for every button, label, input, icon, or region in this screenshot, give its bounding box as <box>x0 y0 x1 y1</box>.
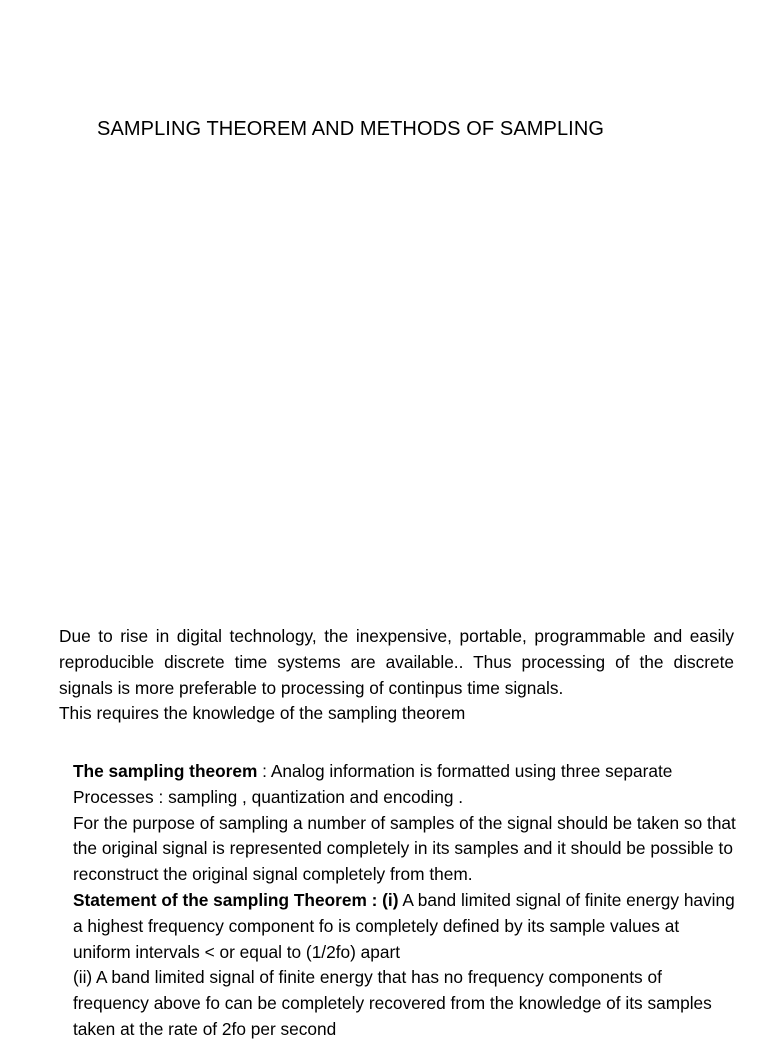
statement-text: A band limited signal of finite energy having a highest frequency component fo is completely defined by its sample values at uniform intervals < or equal to (1/2fo) apart <box>73 889 735 962</box>
part-ii-paragraph: (ii) A band limited signal of finite energy that has no frequency components of frequency above fo can be completely recovered from the knowledge of its samples taken at the rate of 2fo per second <box>73 967 712 1039</box>
intro-line: This requires the knowledge of the sampling theorem <box>59 703 466 724</box>
page-title: SAMPLING THEOREM AND METHODS OF SAMPLING <box>97 118 605 140</box>
statement-paragraph <box>73 888 738 965</box>
intro-section <box>59 624 734 727</box>
intro-paragraph: Due to rise in digital technology, the inexpensive, portable, programmable and easily reproducible discrete time systems are available.. Thus processing of the discrete signals is more preferable to processing of continpus time signals. <box>59 626 734 698</box>
theorem-section <box>73 759 738 1043</box>
statement-label: Statement of the sampling Theorem : (i) <box>73 889 399 910</box>
theorem-text: : Analog information is formatted using three separate Processes : sampling , quantization and encoding . <box>73 761 673 807</box>
purpose-paragraph: For the purpose of sampling a number of samples of the signal should be taken so that the original signal is represented completely in its samples and it should be possible to reconstruct the original signal completely from them. <box>73 812 736 885</box>
theorem-paragraph <box>73 759 738 811</box>
theorem-label: The sampling theorem <box>73 761 258 781</box>
